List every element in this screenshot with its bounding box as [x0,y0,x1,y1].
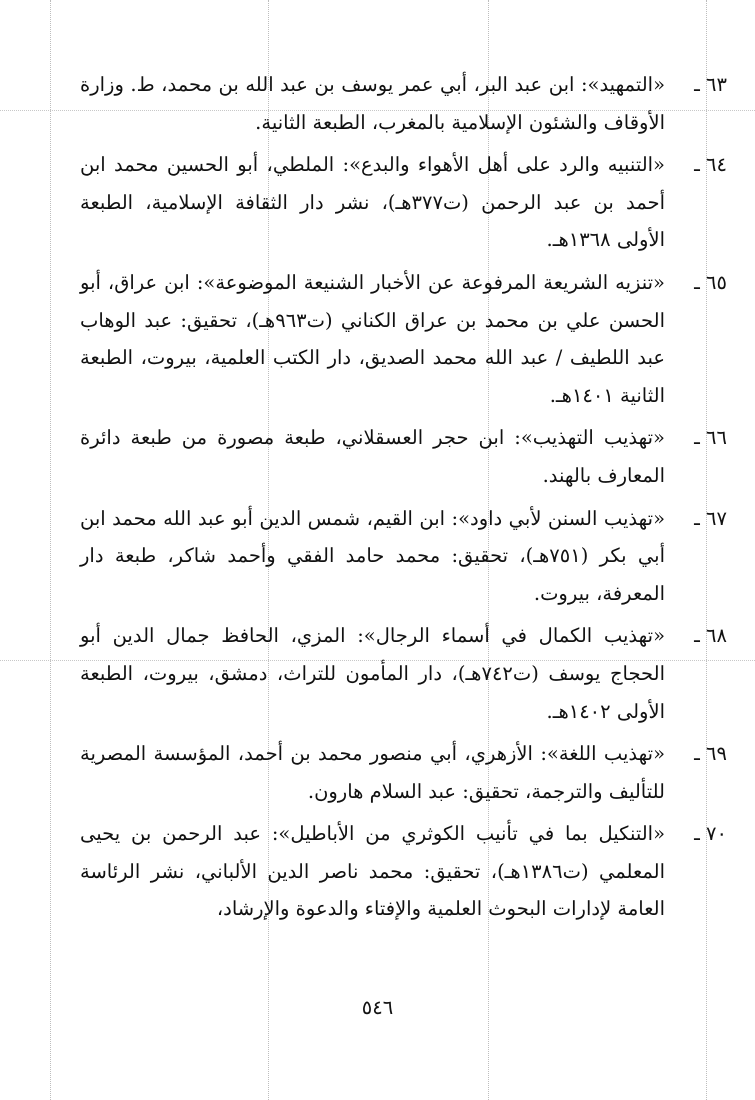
entry-text: «التمهيد»: ابن عبد البر، أبي عمر يوسف بن عبد الله بن محمد، ط. وزارة الأوقاف والشئون الإسلامية بالمغرب، الطبعة الثانية. [80,73,665,134]
entry-text: «تهذيب التهذيب»: ابن حجر العسقلاني، طبعة مصورة من طبعة دائرة المعارف بالهند. [80,426,665,487]
entry-text: «تهذيب اللغة»: الأزهري، أبي منصور محمد بن أحمد، المؤسسة المصرية للتأليف والترجمة، تحقيق: عبد السلام هارون. [80,742,665,803]
bibliography-entry [80,617,727,730]
bibliography-entry [80,264,727,414]
entry-number: ٦٦ ـ [694,426,727,450]
bibliography-entry [80,735,727,810]
entry-text: «تهذيب الكمال في أسماء الرجال»: المزي، الحافظ جمال الدين أبو الحجاج يوسف (ت٧٤٢هـ)، دار المأمون للتراث، دمشق، بيروت، الطبعة الأولى ١٤٠٢هـ. [80,624,666,723]
bibliography-entry [80,419,727,494]
entry-number: ٦٣ ـ [694,73,727,96]
entry-text: «تنزيه الشريعة المرفوعة عن الأخبار الشنيعة الموضوعة»: ابن عراق، أبو الحسن علي بن محمد بن عراق الكناني (ت٩٦٣هـ)، تحقيق: عبد الوهاب عبد اللطيف / عبد الله محمد الصديق، دار الكتب العلمية، بيروت، الطبعة الثانية ١٤٠١هـ. [80,270,666,407]
entry-number: ٦٧ ـ [694,506,727,530]
bibliography-entry [80,66,727,141]
entry-number: ٦٨ ـ [694,624,727,648]
entry-number: ٦٩ ـ [694,742,727,766]
entry-number: ٧٠ ـ [694,822,727,846]
entry-number: ٦٥ ـ [694,270,727,294]
entry-text: «تهذيب السنن لأبي داود»: ابن القيم، شمس الدين أبو عبد الله محمد ابن أبي بكر (٧٥١هـ)، تحقيق: محمد حامد الفقي وأحمد شاكر، طبعة دار المعرفة، بيروت. [80,506,665,605]
entry-number: ٦٤ ـ [694,153,727,177]
page-number: ٥٤٦ [361,996,394,1019]
bibliography-entry [80,500,727,613]
scan-guide-line [50,0,51,1100]
bibliography-list [80,66,727,933]
bibliography-entry [80,146,727,259]
bibliography-entry [80,815,727,928]
entry-text: «التنكيل بما في تأنيب الكوثري من الأباطيل»: عبد الرحمن بن يحيى المعلمي (ت١٣٨٦هـ)، تحقيق: محمد ناصر الدين الألباني، نشر الرئاسة العامة لإدارات البحوث العلمية والإفتاء والدعوة والإرشاد، [80,822,666,921]
entry-text: «التنبيه والرد على أهل الأهواء والبدع»: الملطي، أبو الحسين محمد ابن أحمد بن عبد الرحمن (ت٣٧٧هـ)، نشر دار الثقافة الإسلامية، الطبعة الأولى ١٣٦٨هـ. [80,153,665,252]
